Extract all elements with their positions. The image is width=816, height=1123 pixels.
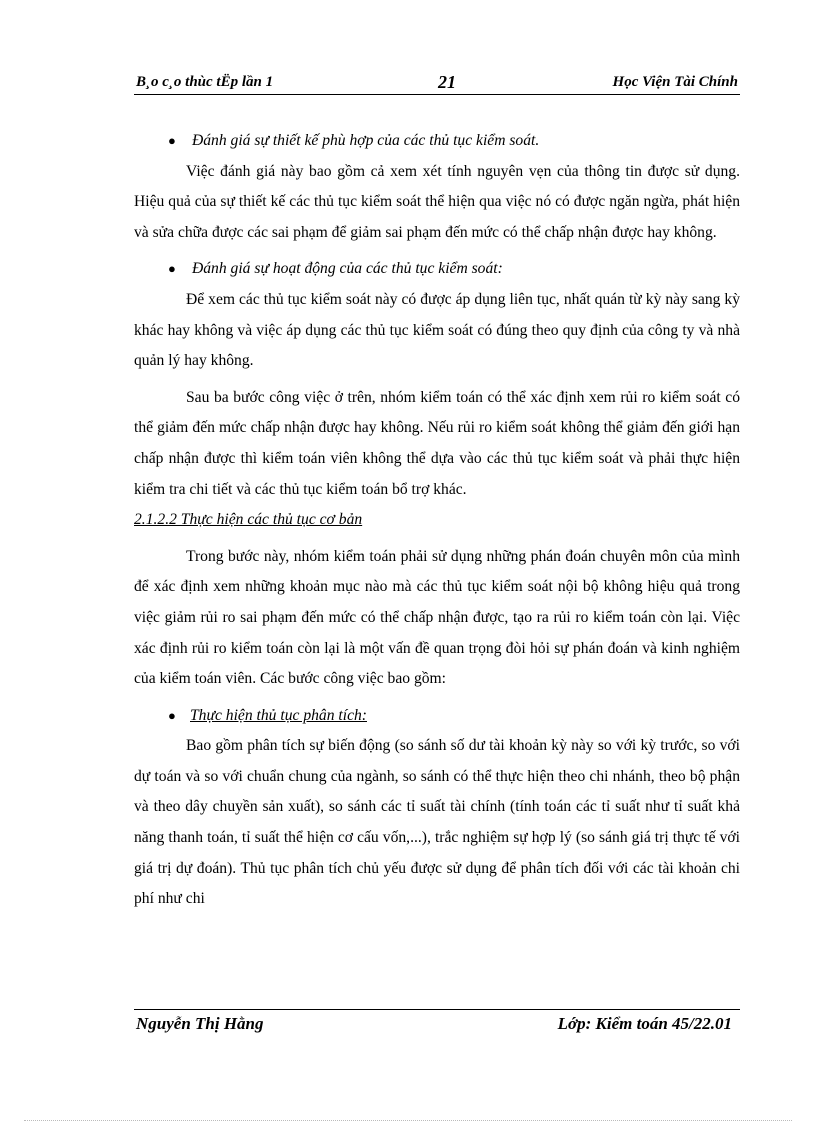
page-bottom-divider [24, 1120, 792, 1121]
page-footer [134, 1009, 740, 1033]
bullet-text: Đánh giá sự thiết kế phù hợp của các thủ tục kiểm soát. [192, 132, 540, 149]
footer-class: Lớp: Kiểm toán 45/22.01 [557, 1014, 732, 1033]
section-subheading: 2.1.2.2 Thực hiện các thủ tục cơ bản [134, 511, 363, 529]
bullet-icon: ● [168, 707, 176, 723]
bullet-icon: ● [168, 261, 176, 277]
footer-author: Nguyễn Thị Hằng [136, 1014, 264, 1033]
bullet-text: Đánh giá sự hoạt động của các thủ tục kiểm soát: [192, 260, 503, 278]
page-header [134, 70, 740, 95]
paragraph: Bao gồm phân tích sự biến động (so sánh số dư tài khoản kỳ này so với kỳ trước, so với dự toán và so với chuẩn chung của ngành, so sánh có thể thực hiện theo chi nhánh, theo bộ phận và theo dây chuyền sản xuất), so sánh các tỉ suất tài chính (tính toán các tỉ suất như tỉ suất khả năng thanh toán, tỉ suất thể hiện cơ cấu vốn,...), trắc nghiệm sự hợp lý (so sánh giá trị thực tế với giá trị dự đoán). Thủ tục phân tích chủ yếu được sử dụng để phân tích đối với các tài khoản chi phí như chi [134, 737, 740, 908]
paragraph: Để xem các thủ tục kiểm soát này có được áp dụng liên tục, nhất quán từ kỳ này sang kỳ khác hay không và việc áp dụng các thủ tục kiểm soát có đúng theo quy định của công ty và nhà quản lý hay không. [134, 290, 740, 370]
bullet-text: Thực hiện thủ tục phân tích: [190, 706, 367, 724]
page-number: 21 [438, 72, 456, 92]
paragraph: Việc đánh giá này bao gồm cả xem xét tính nguyên vẹn của thông tin được sử dụng. Hiệu quả của sự thiết kế các thủ tục kiểm soát thể hiện qua việc nó có được ngăn ngừa, phát hiện và sửa chữa được các sai phạm để giảm sai phạm đến mức có thể chấp nhận được hay không. [134, 162, 740, 241]
bullet-item-operation-evaluation [134, 254, 740, 285]
header-institution: Học Viện Tài Chính [612, 74, 738, 90]
bullet-item-design-evaluation [134, 126, 740, 157]
bullet-item-analytical-procedures [134, 701, 740, 732]
paragraph: Trong bước này, nhóm kiểm toán phải sử dụng những phán đoán chuyên môn của mình để xác định xem những khoản mục nào mà các thủ tục kiểm soát nội bộ không hiệu quả trong việc giảm rủi ro sai phạm đến mức có thể chấp nhận được, tạo ra rủi ro kiểm toán còn lại. Việc xác định rủi ro kiểm toán còn lại là một vấn đề quan trọng đòi hỏi sự phán đoán và kinh nghiệm của kiểm toán viên. Các bước công việc bao gồm: [134, 547, 740, 688]
header-report-title: B¸o c¸o thùc tËp lần 1 [136, 74, 274, 90]
page-body [134, 126, 740, 915]
bullet-icon: ● [168, 133, 176, 148]
paragraph: Sau ba bước công việc ở trên, nhóm kiểm toán có thể xác định xem rủi ro kiểm soát có thể giảm đến mức chấp nhận được hay không. Nếu rủi ro kiểm soát không thể giảm đến giới hạn chấp nhận được thì kiểm toán viên không thể dựa vào các thủ tục kiểm soát và phải thực hiện kiểm tra chi tiết và các thủ tục kiểm toán bổ trợ khác. [134, 388, 740, 498]
